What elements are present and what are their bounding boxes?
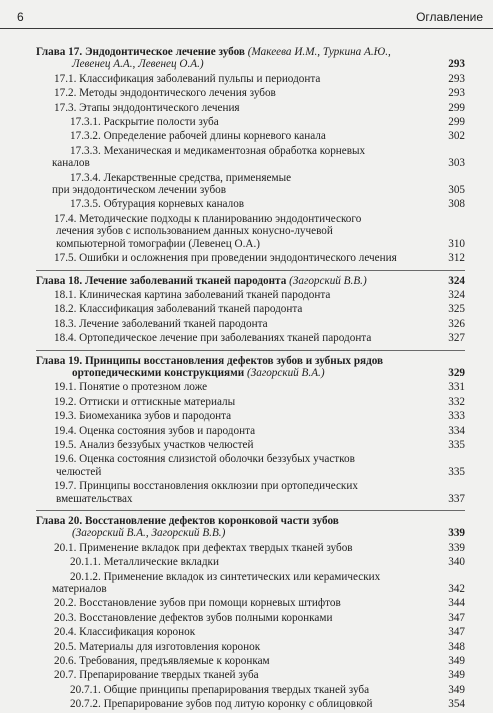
- toc-entry-title: 20.1.2. Применение вкладок из синтетических или керамических: [70, 570, 381, 583]
- toc-page-number: 303: [448, 157, 465, 170]
- toc-page-number: 347: [448, 626, 465, 639]
- toc-entry-title: 18.3. Лечение заболеваний тканей пародонта: [54, 317, 268, 330]
- toc-entry-title: 20.3. Восстановление дефектов зубов полными коронками: [54, 611, 333, 624]
- toc-entry-title: 17.3.3. Механическая и медикаментозная обработка корневых: [70, 144, 366, 157]
- toc-entry[interactable]: [36, 542, 465, 554]
- toc-entry[interactable]: [36, 439, 465, 451]
- toc-entry-title: 20.6. Требования, предъявляемые к коронкам: [54, 655, 270, 668]
- running-header: [0, 0, 493, 30]
- toc-entry[interactable]: [36, 612, 465, 624]
- toc-page-number: 302: [448, 130, 465, 143]
- chapter-separator: [36, 510, 465, 511]
- toc-entry-title: 17.5. Ошибки и осложнения при проведении эндодонтического лечения: [54, 252, 397, 265]
- chapter-authors: (Макеева И.М., Туркина А.Ю.,: [247, 46, 391, 58]
- toc-page-number: 293: [448, 72, 465, 85]
- toc-entry-title: 18.2. Классификация заболеваний тканей пародонта: [54, 303, 303, 316]
- toc-entry[interactable]: [36, 396, 465, 408]
- toc-entry-title: 17.1. Классификация заболеваний пульпы и периодонта: [54, 72, 321, 85]
- toc-entry-continuation: при эндодонтическом лечении зубов: [52, 184, 227, 197]
- toc-page-number: 337: [448, 492, 465, 505]
- toc-entry[interactable]: [36, 87, 465, 99]
- toc-page-number: 325: [448, 303, 465, 316]
- toc-page-number: 324: [448, 274, 465, 287]
- toc-entry-title: 20.1.1. Металлические вкладки: [70, 556, 219, 569]
- table-of-contents: [36, 46, 465, 713]
- toc-entry[interactable]: [36, 172, 465, 197]
- toc-entry-continuation: челюстей: [56, 465, 102, 478]
- toc-entry-title: 20.1. Применение вкладок при дефектах твердых тканей зубов: [54, 541, 353, 554]
- page-number: 6: [17, 10, 24, 24]
- toc-page-number: 333: [448, 410, 465, 423]
- toc-page-number: 349: [448, 655, 465, 668]
- toc-entry-title: 19.2. Оттиски и оттискные материалы: [54, 395, 236, 408]
- toc-page-number: 299: [448, 101, 465, 114]
- toc-entry[interactable]: [36, 626, 465, 638]
- toc-entry-title: 20.5. Материалы для изготовления коронок: [54, 640, 261, 653]
- toc-entry[interactable]: [36, 425, 465, 437]
- toc-entry-continuation: вмешательствах: [56, 492, 133, 505]
- toc-entry[interactable]: [36, 213, 465, 250]
- toc-entry[interactable]: [36, 698, 465, 710]
- toc-entry[interactable]: [36, 252, 465, 264]
- toc-entry[interactable]: [36, 480, 465, 505]
- toc-page-number: 347: [448, 611, 465, 624]
- toc-entry-title: 17.3.1. Раскрытие полости зуба: [70, 116, 219, 129]
- toc-page-number: 305: [448, 184, 465, 197]
- toc-page-number: 348: [448, 640, 465, 653]
- toc-entry[interactable]: [36, 684, 465, 696]
- toc-page-number: 299: [448, 116, 465, 129]
- toc-entry[interactable]: [36, 289, 465, 301]
- chapter-separator: [36, 270, 465, 271]
- toc-page-number: 332: [448, 395, 465, 408]
- toc-entry-title: Глава 20. Восстановление дефектов коронковой части зубов: [36, 515, 339, 527]
- toc-page-number: 342: [448, 583, 465, 596]
- toc-entry-continuation: [36, 527, 465, 539]
- toc-page-number: 293: [448, 58, 465, 71]
- toc-entry[interactable]: [36, 303, 465, 315]
- toc-page-number: 335: [448, 438, 465, 451]
- toc-page-number: 354: [448, 698, 465, 711]
- toc-page-number: 335: [448, 465, 465, 478]
- toc-entry-title: 17.3.4. Лекарственные средства, применяемые: [70, 171, 292, 184]
- toc-entry-title: 18.1. Клиническая картина заболеваний тканей пародонта: [54, 288, 331, 301]
- toc-page-number: 344: [448, 597, 465, 610]
- toc-chapter[interactable]: [36, 46, 465, 71]
- toc-entry[interactable]: [36, 116, 465, 128]
- toc-entry-title: 20.7.1. Общие принципы препарирования твердых тканей зуба: [70, 683, 370, 696]
- toc-entry-title: 19.5. Анализ беззубых участков челюстей: [54, 438, 254, 451]
- toc-chapter[interactable]: [36, 355, 465, 380]
- toc-entry-title: 17.3.5. Обтурация корневых каналов: [70, 198, 245, 211]
- toc-page-number: 349: [448, 669, 465, 682]
- chapter-authors: (Загорский В.А.): [246, 366, 325, 379]
- chapter-separator: [36, 350, 465, 351]
- toc-entry[interactable]: [36, 73, 465, 85]
- toc-entry-title: 17.3. Этапы эндодонтического лечения: [54, 101, 240, 114]
- toc-page-number: 308: [448, 198, 465, 211]
- toc-entry[interactable]: [36, 669, 465, 681]
- toc-entry-title: Глава 17. Эндодонтическое лечение зубов (Макеева И.М., Туркина А.Ю.,: [36, 46, 391, 58]
- toc-entry[interactable]: [36, 556, 465, 568]
- toc-entry[interactable]: [36, 318, 465, 330]
- toc-entry-title: 20.7.2. Препарирование зубов под литую коронку с облицовкой: [70, 698, 373, 711]
- toc-entry-title: 20.4. Классификация коронок: [54, 626, 196, 639]
- toc-page-number: 340: [448, 556, 465, 569]
- toc-entry[interactable]: [36, 130, 465, 142]
- toc-entry[interactable]: [36, 381, 465, 393]
- toc-entry-title: Глава 19. Принципы восстановления дефектов зубов и зубных рядов: [36, 354, 384, 367]
- toc-page-number: 331: [448, 381, 465, 394]
- toc-entry-title: Глава 18. Лечение заболеваний тканей пародонта (Загорский В.В.): [36, 274, 367, 287]
- toc-entry-continuation: каналов: [52, 157, 90, 170]
- toc-entry[interactable]: [36, 198, 465, 210]
- chapter-authors: (Загорский В.В.): [289, 274, 367, 287]
- toc-entry[interactable]: [36, 332, 465, 344]
- toc-entry-continuation: ортопедическими конструкциями (Загорский В.А.): [72, 366, 325, 379]
- toc-entry-title: 19.1. Понятие о протезном ложе: [54, 381, 208, 394]
- toc-entry-continuation: лечения зубов с использованием данных конусно-лучевой: [56, 225, 333, 238]
- toc-entry-continuation: компьютерной томографии (Левенец О.А.): [56, 237, 261, 250]
- toc-chapter[interactable]: [36, 515, 465, 540]
- toc-entry-title: 20.7. Препарирование твердых тканей зуба: [54, 669, 259, 682]
- toc-entry-title: 17.3.2. Определение рабочей длины корневого канала: [70, 130, 326, 143]
- chapter-authors: (Загорский В.А., Загорский В.В.): [72, 527, 226, 540]
- running-title: Оглавление: [416, 10, 483, 24]
- toc-entry[interactable]: [36, 410, 465, 422]
- toc-page-number: 326: [448, 317, 465, 330]
- toc-entry[interactable]: [36, 641, 465, 653]
- toc-entry[interactable]: [36, 453, 465, 478]
- toc-entry[interactable]: [36, 597, 465, 609]
- toc-page-number: 329: [448, 366, 465, 379]
- toc-page-number: 293: [448, 87, 465, 100]
- toc-page-number: 349: [448, 683, 465, 696]
- toc-entry-title: 19.4. Оценка состояния зубов и пародонта: [54, 424, 256, 437]
- toc-entry-title: 19.3. Биомеханика зубов и пародонта: [54, 410, 232, 423]
- toc-entry-title: 19.6. Оценка состояния слизистой оболочки беззубых участков: [54, 453, 355, 466]
- toc-entry-title: 17.4. Методические подходы к планированию эндодонтического: [54, 212, 362, 225]
- toc-entry-title: 20.2. Восстановление зубов при помощи корневых штифтов: [54, 597, 341, 610]
- toc-page-number: 312: [448, 252, 465, 265]
- toc-entry[interactable]: [36, 655, 465, 667]
- toc-entry-title: 18.4. Ортопедическое лечение при заболеваниях тканей пародонта: [54, 332, 372, 345]
- toc-entry[interactable]: [36, 571, 465, 596]
- toc-page-number: 339: [448, 541, 465, 554]
- toc-page-number: 327: [448, 332, 465, 345]
- toc-entry[interactable]: [36, 145, 465, 170]
- toc-entry-continuation: материалов: [52, 583, 107, 596]
- toc-page-number: 310: [448, 237, 465, 250]
- toc-page-number: 334: [448, 424, 465, 437]
- toc-chapter[interactable]: [36, 275, 465, 287]
- toc-entry[interactable]: [36, 102, 465, 114]
- toc-entry-title: 19.7. Принципы восстановления окклюзии при ортопедических: [54, 480, 358, 493]
- toc-entry-continuation: Левенец А.А., Левенец О.А.): [72, 58, 204, 71]
- header-rule: [0, 28, 493, 29]
- toc-page-number: 324: [448, 288, 465, 301]
- toc-entry-title: 17.2. Методы эндодонтического лечения зубов: [54, 87, 276, 100]
- toc-page-number: 339: [448, 527, 465, 540]
